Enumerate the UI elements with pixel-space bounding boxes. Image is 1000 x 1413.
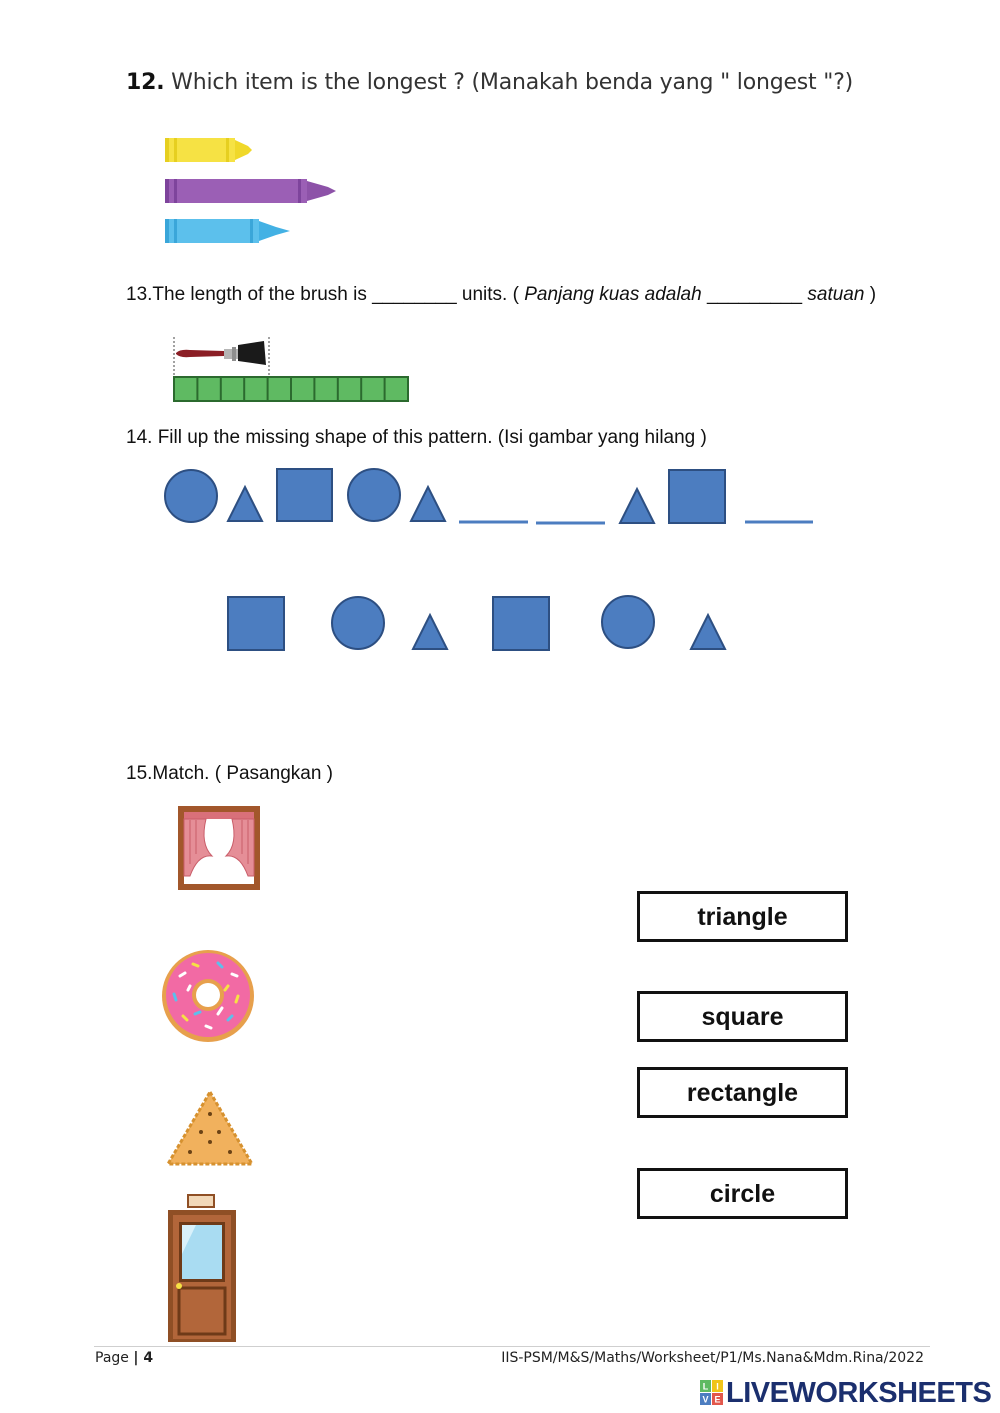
answer-square[interactable] (493, 597, 549, 650)
answer-circle[interactable] (332, 597, 384, 649)
question-13 (126, 284, 876, 306)
crayon-blue-icon (165, 219, 290, 243)
question-13-part1: 13.The length of the brush is ________ units. ( (126, 284, 525, 305)
footer-document-code: IIS-PSM/M&S/Maths/Worksheet/P1/Ms.Nana&Mdm.Rina/2022 (501, 1350, 924, 1366)
liveworksheets-logo-icon (700, 1380, 724, 1406)
pattern-triangle (228, 487, 262, 521)
question-15: 15.Match. ( Pasangkan ) (126, 763, 333, 784)
svg-text:I: I (716, 1381, 719, 1392)
crayon-yellow-icon (165, 138, 252, 162)
question-12-text: Which item is the longest ? (Manakah benda yang " longest "?) (164, 70, 854, 95)
word-box-triangle[interactable]: triangle (637, 891, 848, 942)
svg-text:E: E (714, 1394, 721, 1405)
answer-square[interactable] (228, 597, 284, 650)
pattern-circle (348, 469, 400, 521)
footer-divider (94, 1346, 930, 1347)
question-13-italic2: satuan (807, 284, 865, 305)
footer-page-value: | 4 (133, 1350, 154, 1366)
pattern-circle (165, 470, 217, 522)
unit-ruler (174, 377, 408, 401)
word-box-square[interactable]: square (637, 991, 848, 1042)
question-12-number: 12. (126, 70, 165, 95)
pattern-triangle (620, 489, 654, 523)
answer-triangle[interactable] (691, 615, 725, 649)
liveworksheets-logo-text: LIVEWORKSHEETS (726, 1377, 992, 1409)
answer-triangle[interactable] (413, 615, 447, 649)
door-icon[interactable] (166, 1192, 238, 1344)
donut-icon[interactable] (158, 946, 258, 1046)
answer-circle[interactable] (602, 596, 654, 648)
pattern-row (150, 460, 840, 540)
question-14: 14. Fill up the missing shape of this pattern. (Isi gambar yang hilang ) (126, 427, 707, 448)
svg-text:L: L (702, 1381, 709, 1392)
window-curtain-icon[interactable] (176, 804, 264, 894)
crayon-purple-icon (165, 179, 336, 203)
question-13-italic1: Panjang kuas adalah (524, 284, 702, 305)
question-13-part3: ) (864, 284, 877, 305)
word-box-rectangle[interactable]: rectangle (637, 1067, 848, 1118)
question-13-part2: _________ (701, 284, 808, 305)
answer-shapes-row (215, 585, 740, 665)
footer-page-number: Page | 4 (95, 1350, 154, 1366)
pattern-triangle (411, 487, 445, 521)
paintbrush-icon (176, 341, 266, 365)
cracker-icon[interactable] (164, 1088, 256, 1170)
word-box-circle[interactable]: circle (637, 1168, 848, 1219)
brush-ruler-picture (170, 335, 415, 407)
question-12 (126, 70, 853, 95)
pattern-square (277, 469, 332, 521)
crayons-picture (160, 128, 360, 254)
pattern-square (669, 470, 725, 523)
svg-text:V: V (702, 1394, 709, 1405)
